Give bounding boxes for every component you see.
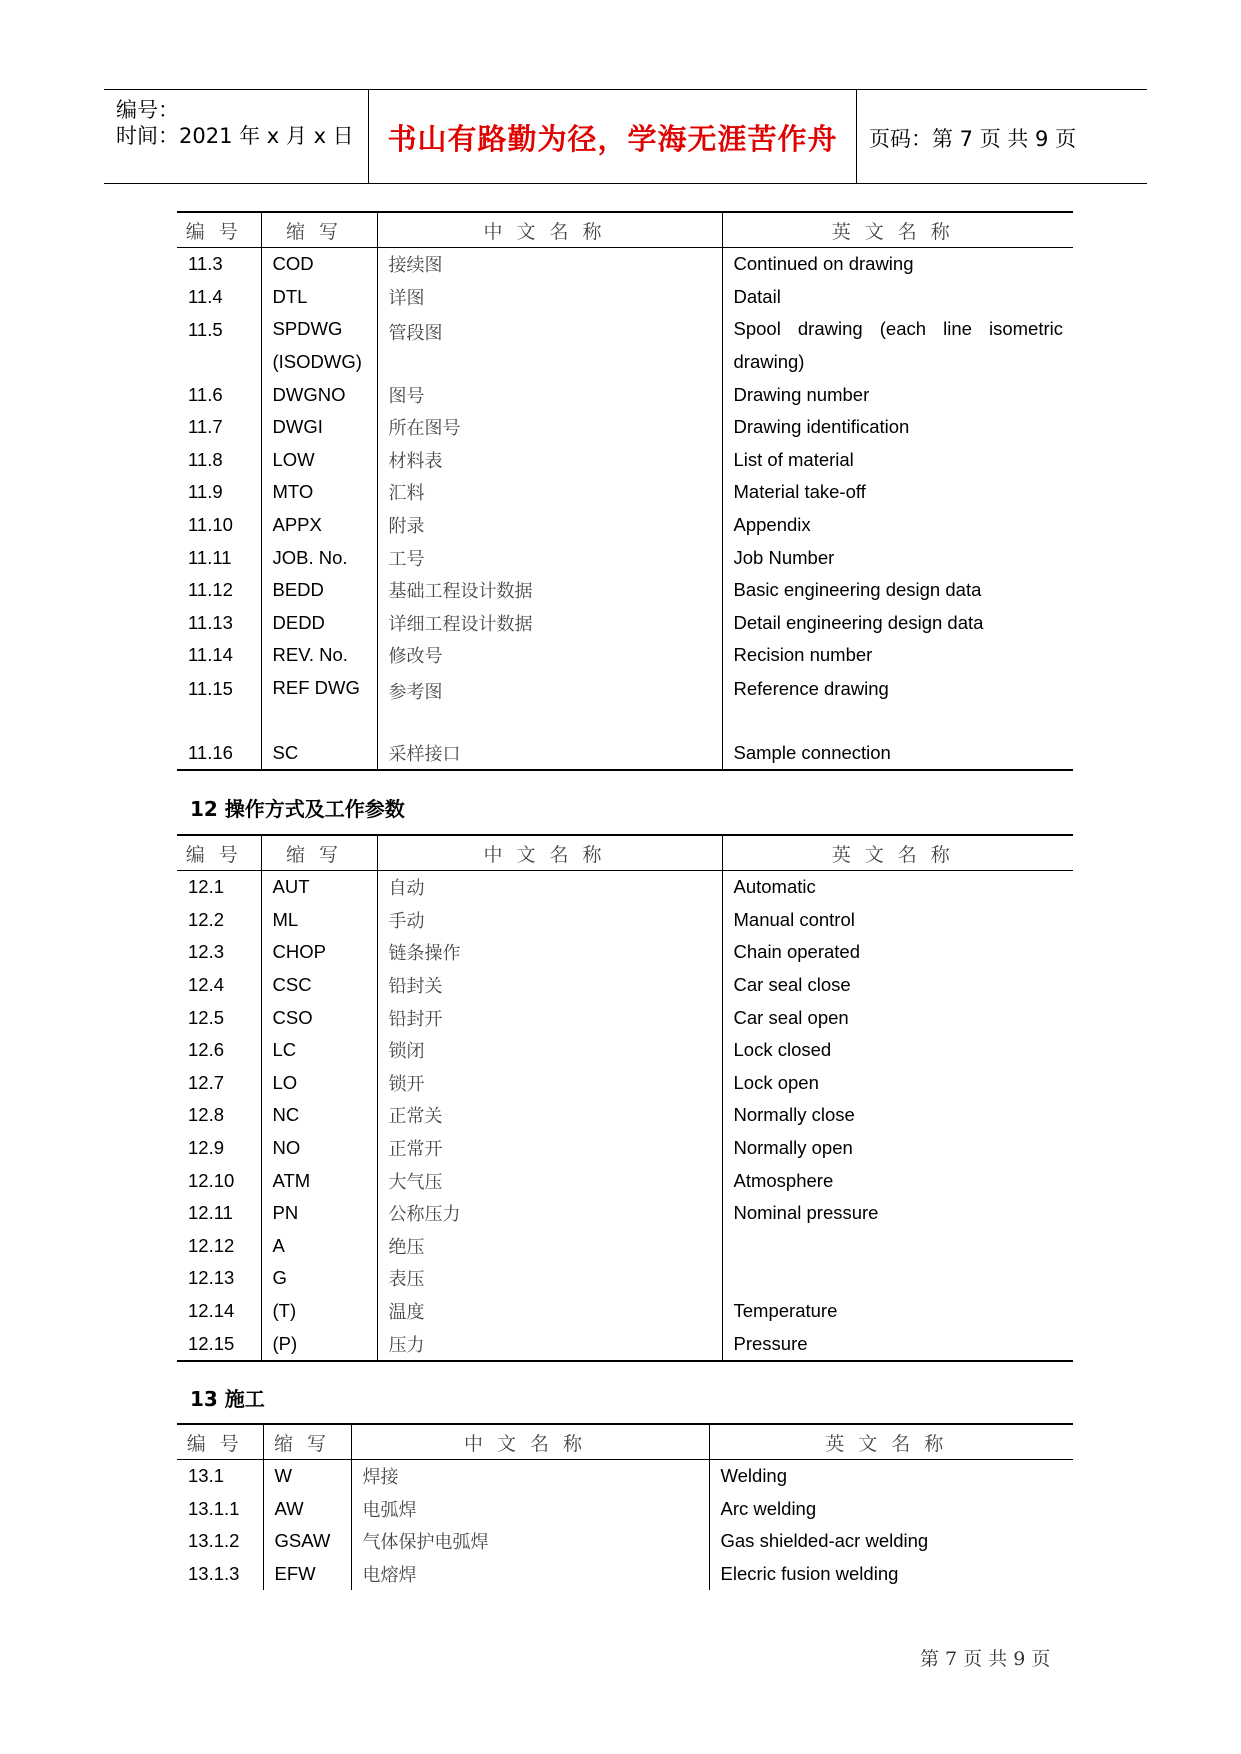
row-english: Temperature [733,1300,838,1322]
section-12-title: 12 操作方式及工作参数 [190,797,405,821]
row-abbr: CSO [261,1001,377,1034]
row-chinese: 修改号 [377,639,722,672]
row-english: Continued on drawing [733,253,914,275]
row-no: 12.3 [177,936,261,969]
row-no: 12.1 [177,871,261,904]
row-abbr: PN [261,1197,377,1230]
row-no: 12.7 [177,1067,261,1100]
row-chinese: 焊接 [351,1460,709,1493]
row-english: Sample connection [733,742,891,764]
row-abbr: NO [261,1132,377,1165]
row-no: 11.15 [177,672,261,737]
row-english: Job Number [733,546,835,568]
header-motto: 书山有路勤为径，学海无涯苦作舟 [387,122,838,156]
table-row [177,1262,1073,1295]
row-no: 12.13 [177,1262,261,1295]
section-13-title: 13 施工 [190,1387,265,1411]
row-abbr: COD [261,248,377,281]
column-header-no: 编号 [177,212,261,248]
row-english: Pressure [733,1332,808,1354]
table-row [177,444,1073,477]
row-no: 11.4 [177,281,261,314]
table-header-row [177,1424,1073,1460]
row-chinese: 锁闭 [377,1034,722,1067]
row-abbr: JOB. No. [261,541,377,574]
table-row [177,871,1073,904]
table-row [177,411,1073,444]
table-row [177,1460,1073,1493]
row-no: 12.9 [177,1132,261,1165]
column-header-chinese: 中文名称 [377,212,722,248]
row-chinese: 手动 [377,904,722,937]
table-row [177,1525,1073,1558]
row-english: Atmosphere [733,1169,834,1191]
row-english: Material take-off [733,481,866,503]
row-abbr: ML [261,904,377,937]
row-english: Arc welding [720,1497,817,1519]
row-abbr: CHOP [261,936,377,969]
row-chinese: 绝压 [377,1230,722,1263]
row-chinese: 温度 [377,1295,722,1328]
row-chinese: 铅封关 [377,969,722,1002]
row-chinese: 压力 [377,1327,722,1361]
row-no: 13.1.2 [177,1525,263,1558]
row-no: 11.14 [177,639,261,672]
row-english: Normally open [733,1137,853,1159]
table-row [177,1558,1073,1591]
row-english: Reference drawing [733,677,889,699]
row-abbr: EFW [263,1558,351,1591]
row-abbr: (P) [261,1327,377,1361]
table-header-row [177,212,1073,248]
row-chinese: 锁开 [377,1067,722,1100]
row-english: Drawing identification [733,416,910,438]
row-no: 12.12 [177,1230,261,1263]
row-abbr: CSC [261,969,377,1002]
table-row [177,1493,1073,1526]
page-header [104,89,1147,184]
row-abbr: LOW [261,444,377,477]
row-english: Spool drawing (each line isometric drawing) [733,318,1063,372]
row-chinese: 汇料 [377,476,722,509]
row-abbr: DEDD [261,607,377,640]
row-abbr: A [261,1230,377,1263]
row-chinese: 详细工程设计数据 [377,607,722,640]
column-header-chinese: 中文名称 [377,835,722,871]
column-header-abbr: 缩写 [263,1424,351,1460]
row-no: 11.16 [177,737,261,771]
row-english [722,1262,1073,1295]
row-english: Chain operated [733,941,861,963]
row-no: 11.11 [177,541,261,574]
table-row [177,1230,1073,1263]
row-no: 11.3 [177,248,261,281]
row-no: 12.6 [177,1034,261,1067]
abbreviation-table-13 [177,1423,1073,1590]
table-row [177,672,1073,737]
row-chinese: 正常关 [377,1099,722,1132]
table-row [177,1001,1073,1034]
row-english: Lock open [733,1071,819,1093]
row-chinese: 图号 [377,378,722,411]
column-header-abbr: 缩写 [261,835,377,871]
column-header-no: 编号 [177,835,261,871]
row-chinese: 链条操作 [377,936,722,969]
table-row [177,509,1073,542]
row-chinese: 电弧焊 [351,1493,709,1526]
row-chinese: 公称压力 [377,1197,722,1230]
header-page-label: 页码：第 7 页 共 9 页 [869,127,1077,151]
row-abbr: REV. No. [261,639,377,672]
row-no: 12.14 [177,1295,261,1328]
row-abbr: AUT [261,871,377,904]
row-abbr: SC [261,737,377,771]
row-chinese: 附录 [377,509,722,542]
table-row [177,1197,1073,1230]
row-english: Elecric fusion welding [720,1563,899,1585]
table-header-row [177,835,1073,871]
table-row [177,936,1073,969]
row-english: Normally close [733,1104,855,1126]
row-abbr: SPDWG (ISODWG) [261,313,377,378]
table-row [177,281,1073,314]
page-footer: 第 7 页 共 9 页 [920,1648,1051,1670]
table-row [177,476,1073,509]
row-chinese: 详图 [377,281,722,314]
row-abbr: G [261,1262,377,1295]
row-no: 11.9 [177,476,261,509]
column-header-abbr: 缩写 [261,212,377,248]
row-abbr: DWGI [261,411,377,444]
row-english: Datail [733,285,781,307]
abbreviation-table-12 [177,834,1073,1362]
row-english: Lock closed [733,1039,832,1061]
column-header-english: 英文名称 [722,212,1073,248]
row-no: 13.1.3 [177,1558,263,1591]
table-row [177,904,1073,937]
row-chinese: 基础工程设计数据 [377,574,722,607]
table-row [177,1132,1073,1165]
row-english: Basic engineering design data [733,579,982,601]
row-chinese: 电熔焊 [351,1558,709,1591]
table-row [177,639,1073,672]
row-abbr: (T) [261,1295,377,1328]
document-time-label: 时间：2021 年 x 月 x 日 [116,124,354,148]
row-english: Recision number [733,644,873,666]
row-english: Appendix [733,514,811,536]
table-row [177,1327,1073,1361]
column-header-english: 英文名称 [722,835,1073,871]
row-abbr: BEDD [261,574,377,607]
header-motto-cell [369,90,857,183]
table-row [177,1034,1073,1067]
row-abbr: DTL [261,281,377,314]
abbreviation-table-11 [177,211,1073,771]
row-english: Automatic [733,876,816,898]
row-no: 12.8 [177,1099,261,1132]
row-english: List of material [733,448,854,470]
row-abbr: REF DWG [261,672,377,737]
row-abbr: LC [261,1034,377,1067]
table-row [177,737,1073,771]
row-no: 13.1 [177,1460,263,1493]
row-no: 12.10 [177,1164,261,1197]
row-abbr: APPX [261,509,377,542]
row-abbr: LO [261,1067,377,1100]
row-no: 12.11 [177,1197,261,1230]
table-row [177,378,1073,411]
table-row [177,574,1073,607]
row-abbr: GSAW [263,1525,351,1558]
row-no: 12.2 [177,904,261,937]
row-chinese: 管段图 [377,313,722,378]
table-row [177,607,1073,640]
table-row [177,248,1073,281]
row-english: Detail engineering design data [733,611,984,633]
row-chinese: 表压 [377,1262,722,1295]
column-header-no: 编号 [177,1424,263,1460]
row-chinese: 气体保护电弧焊 [351,1525,709,1558]
row-english: Car seal close [733,974,851,996]
row-chinese: 参考图 [377,672,722,737]
row-no: 11.10 [177,509,261,542]
row-chinese: 工号 [377,541,722,574]
row-no: 11.6 [177,378,261,411]
row-chinese: 接续图 [377,248,722,281]
row-chinese: 材料表 [377,444,722,477]
table-row [177,1164,1073,1197]
document-number-label: 编号： [116,98,179,122]
row-abbr: ATM [261,1164,377,1197]
row-chinese: 采样接口 [377,737,722,771]
row-english: Manual control [733,908,855,930]
row-no: 12.4 [177,969,261,1002]
row-english: Car seal open [733,1006,849,1028]
row-no: 12.5 [177,1001,261,1034]
row-abbr: W [263,1460,351,1493]
row-abbr: MTO [261,476,377,509]
column-header-english: 英文名称 [709,1424,1073,1460]
row-no: 11.8 [177,444,261,477]
row-chinese: 所在图号 [377,411,722,444]
row-chinese: 大气压 [377,1164,722,1197]
row-english: Drawing number [733,383,870,405]
row-no: 11.5 [177,313,261,378]
column-header-chinese: 中文名称 [351,1424,709,1460]
row-english: Nominal pressure [733,1202,879,1224]
row-no: 13.1.1 [177,1493,263,1526]
row-english: Gas shielded-acr welding [720,1530,929,1552]
header-meta [104,90,369,183]
header-page-cell [857,90,1147,183]
table-row [177,1099,1073,1132]
row-english [722,1230,1073,1263]
row-chinese: 自动 [377,871,722,904]
row-english: Welding [720,1465,788,1487]
table-row [177,1067,1073,1100]
table-row [177,969,1073,1002]
table-row [177,1295,1073,1328]
row-abbr: AW [263,1493,351,1526]
row-abbr: DWGNO [261,378,377,411]
row-chinese: 铅封开 [377,1001,722,1034]
table-row [177,313,1073,378]
row-no: 12.15 [177,1327,261,1361]
row-no: 11.7 [177,411,261,444]
row-abbr: NC [261,1099,377,1132]
table-row [177,541,1073,574]
row-chinese: 正常开 [377,1132,722,1165]
row-no: 11.13 [177,607,261,640]
row-no: 11.12 [177,574,261,607]
